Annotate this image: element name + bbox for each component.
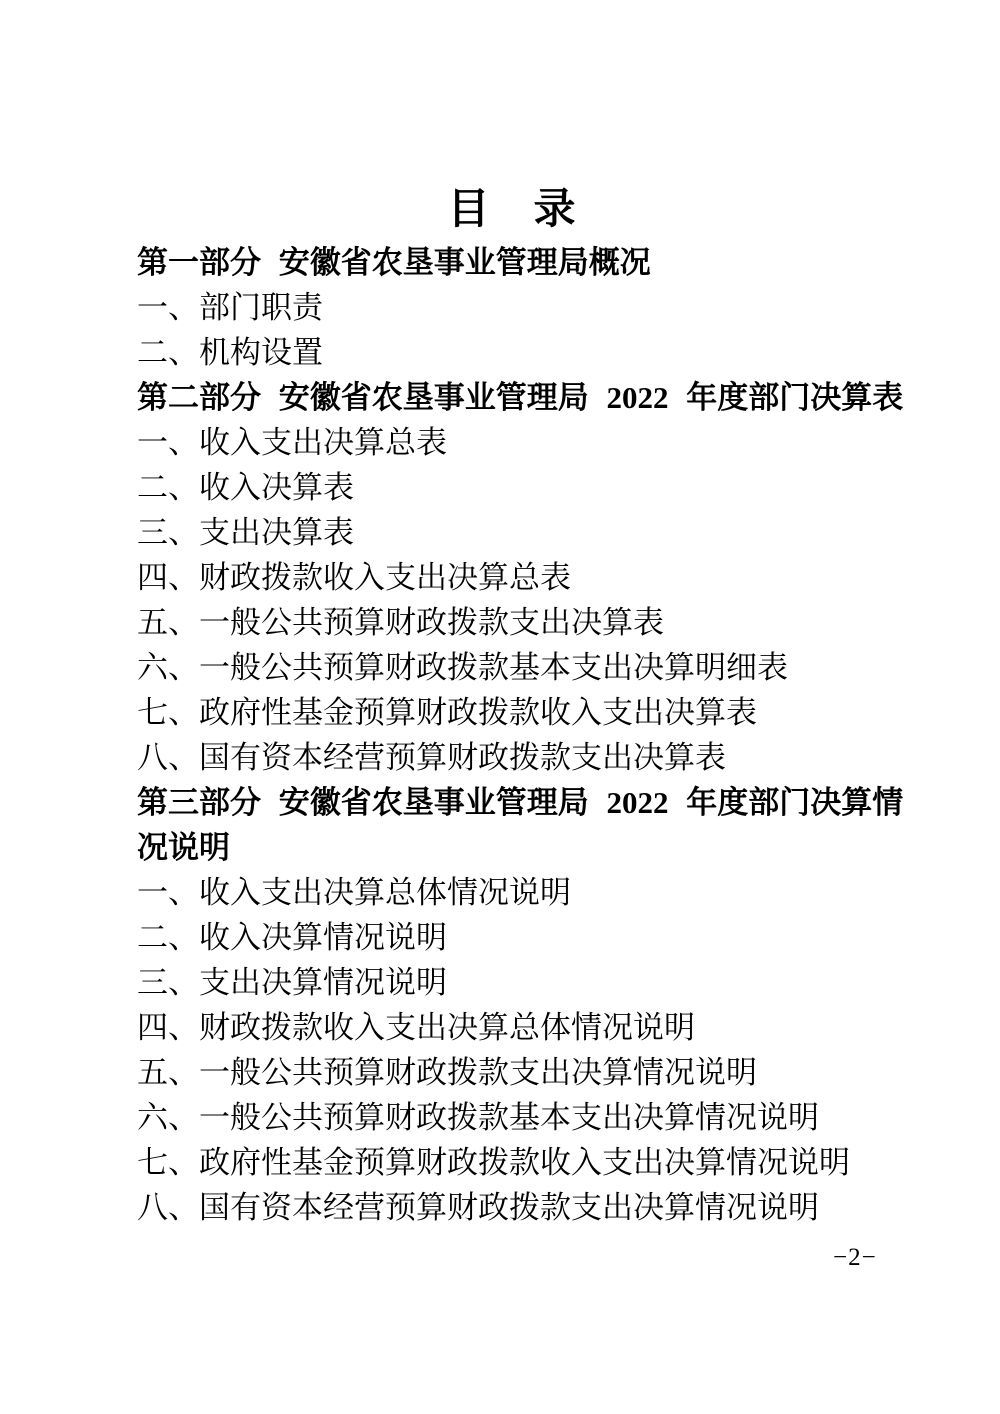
toc-item: 二、收入决算情况说明 [137,920,447,955]
page-number: −2− [833,1244,877,1271]
section-heading: 第一部分 安徽省农垦事业管理局概况 [137,245,651,280]
toc-item: 八、国有资本经营预算财政拨款支出决算表 [137,740,726,775]
toc-item: 二、收入决算表 [137,470,354,505]
toc-item: 二、机构设置 [137,335,323,370]
toc-section-2 [137,375,932,780]
section-heading: 第二部分 安徽省农垦事业管理局 2022 年度部门决算表 [137,380,904,415]
toc-item: 三、支出决算表 [137,515,354,550]
toc-item: 一、收入支出决算总体情况说明 [137,875,571,910]
section-heading: 第三部分 安徽省农垦事业管理局 2022 年度部门决算情况说明 [137,785,904,865]
toc-item: 一、部门职责 [137,290,323,325]
toc-item: 六、一般公共预算财政拨款基本支出决算情况说明 [137,1100,819,1135]
toc-item: 一、收入支出决算总表 [137,425,447,460]
toc-item: 四、财政拨款收入支出决算总表 [137,560,571,595]
toc-section-3 [137,780,932,1230]
toc-item: 四、财政拨款收入支出决算总体情况说明 [137,1010,695,1045]
toc-item: 六、一般公共预算财政拨款基本支出决算明细表 [137,650,788,685]
toc-item: 五、一般公共预算财政拨款支出决算情况说明 [137,1055,757,1090]
toc-item: 五、一般公共预算财政拨款支出决算表 [137,605,664,640]
toc-section-1 [137,240,932,375]
page-title: 目 录 [447,184,577,233]
toc-item: 八、国有资本经营预算财政拨款支出决算情况说明 [137,1190,819,1225]
table-of-contents [137,183,932,1230]
toc-item: 七、政府性基金预算财政拨款收入支出决算表 [137,695,757,730]
toc-item: 七、政府性基金预算财政拨款收入支出决算情况说明 [137,1145,850,1180]
toc-item: 三、支出决算情况说明 [137,965,447,1000]
